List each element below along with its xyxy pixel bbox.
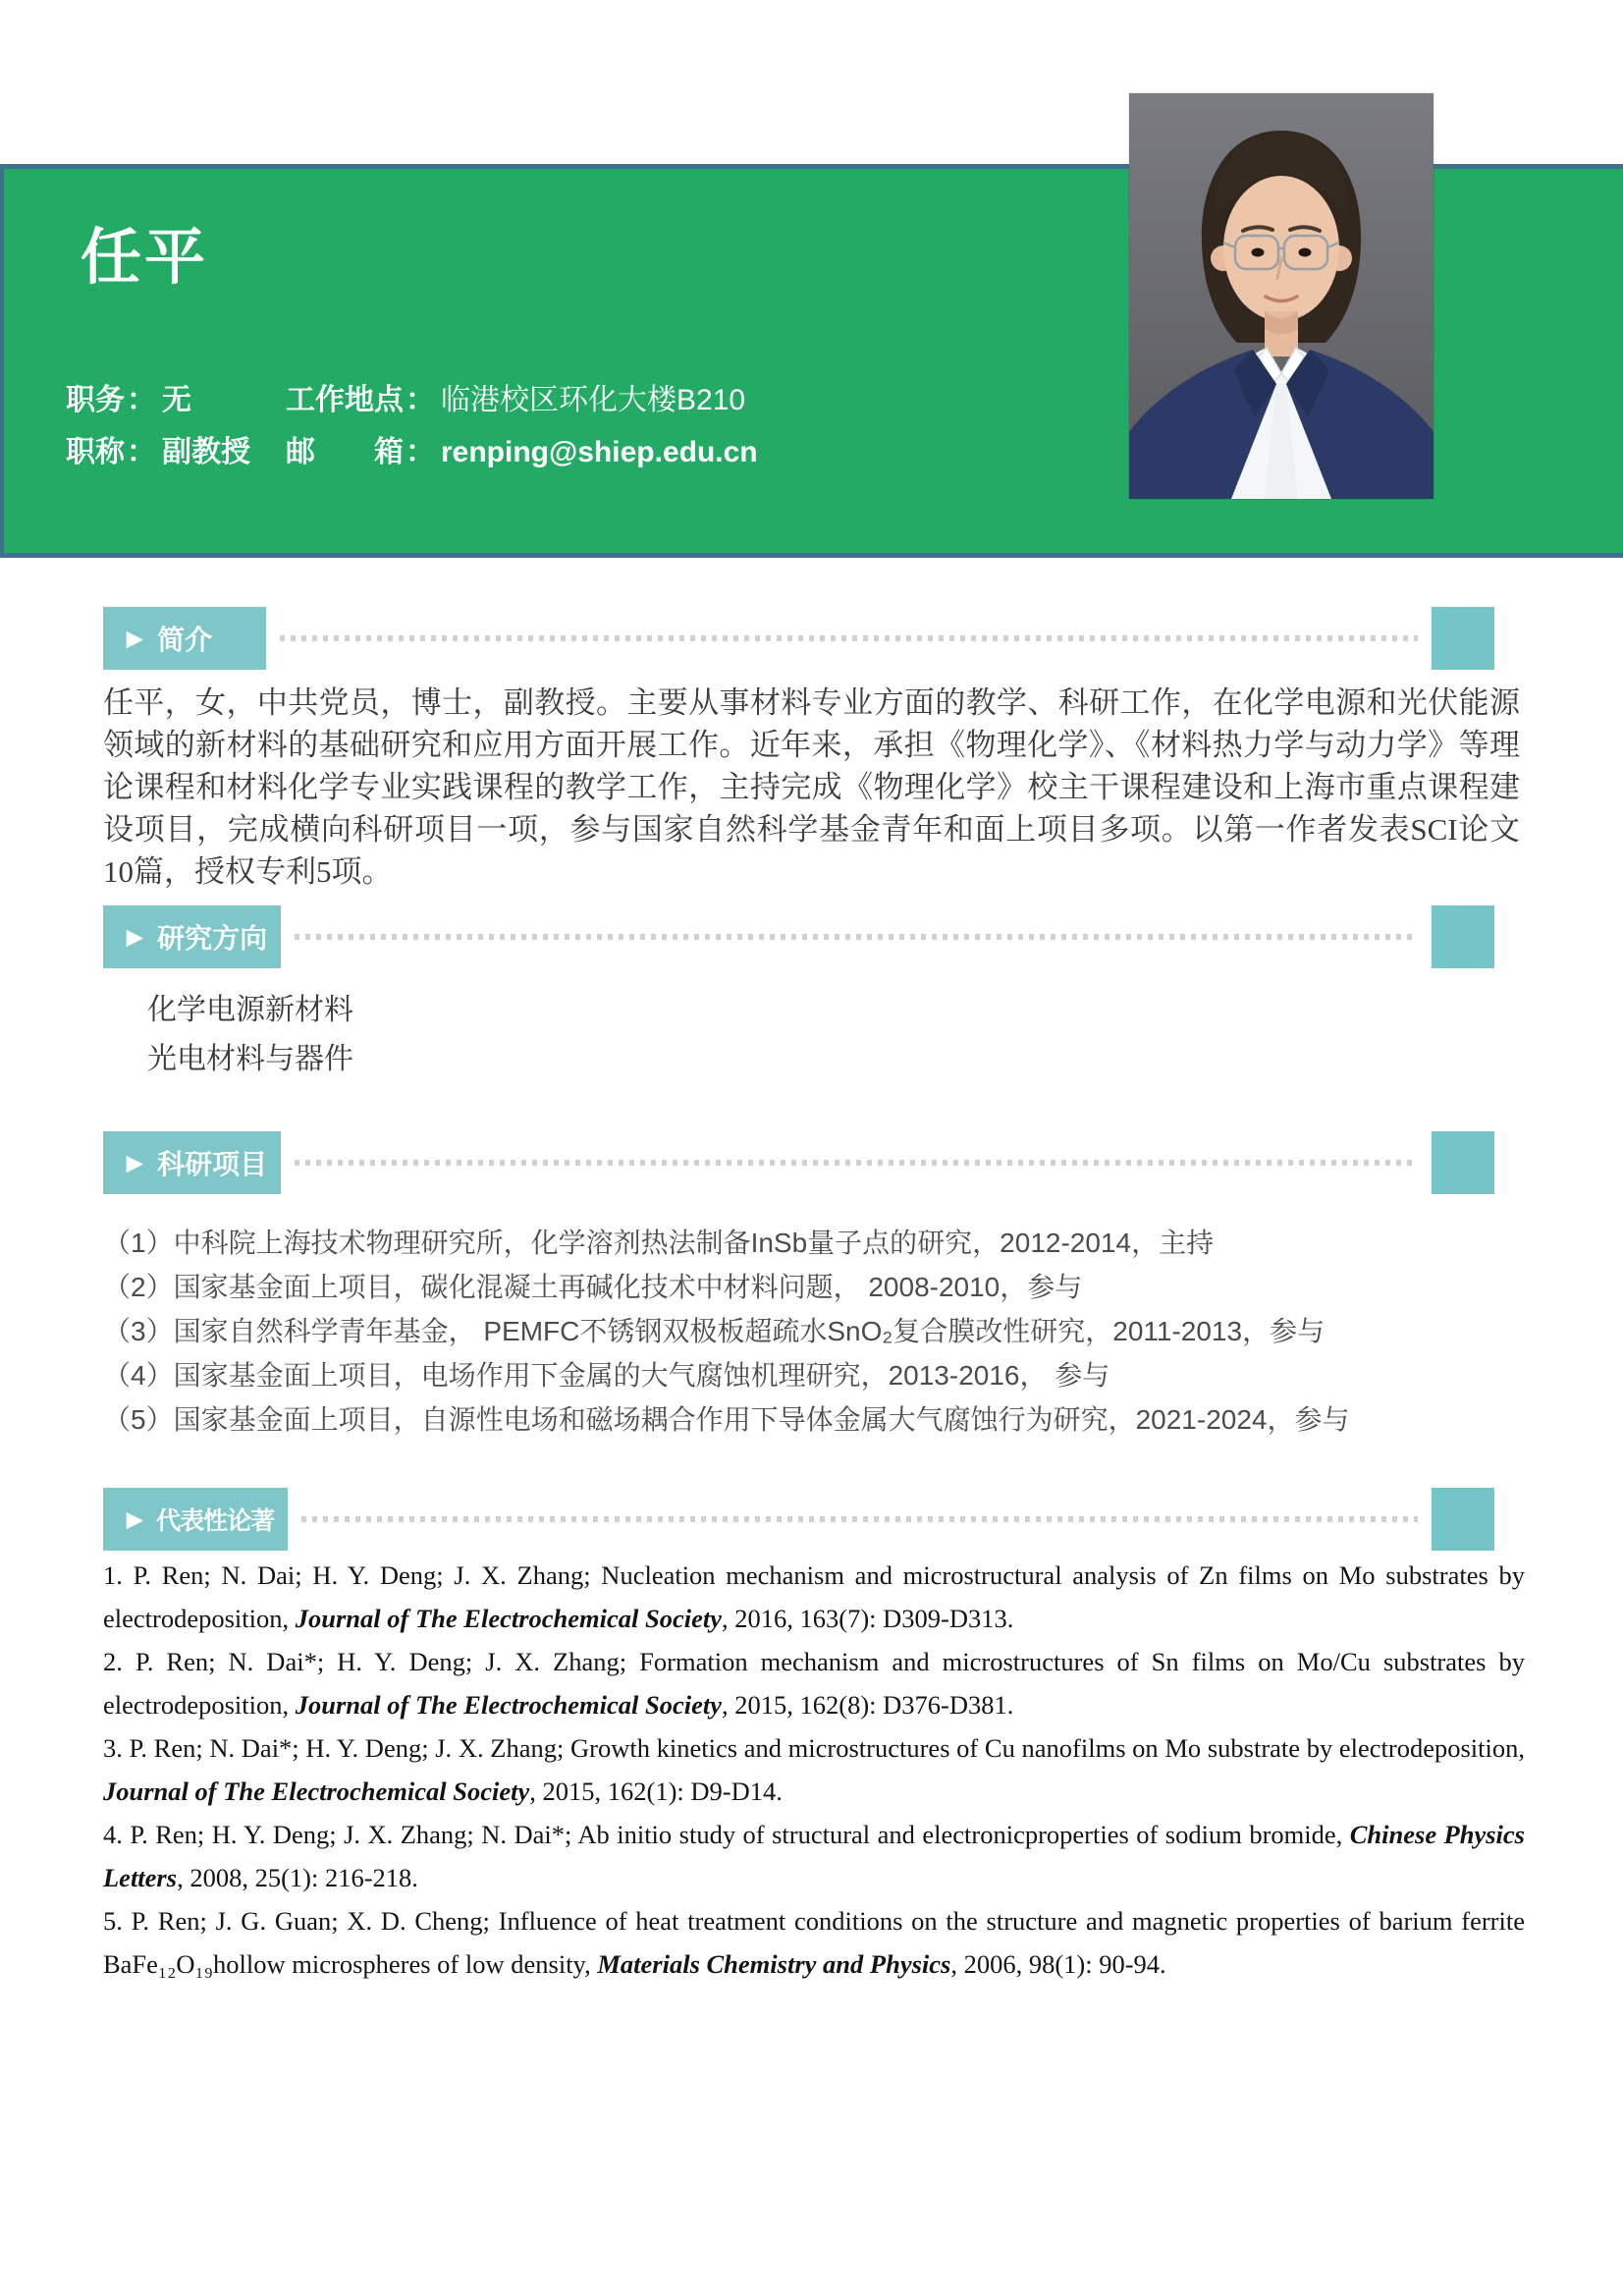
direction-item: 化学电源新材料 [147,994,353,1026]
location-label: 工作地点 [286,384,404,416]
journal-name: Journal of The Electrochemical Society [295,1690,723,1720]
project-item: （1）中科院上海技术物理研究所，化学溶剂热法制备InSb量子点的研究，2012-2014，主持 [103,1228,1215,1258]
publication-text: 5. P. Ren; J. G. Guan; X. D. Cheng; Influence of heat treatment conditions on the structure and magnetic properties of barium ferrite BaFe₁₂O₁₉hollow microspheres of low density, [103,1906,1525,1979]
journal-name: Chinese Physics Letters [103,1820,1525,1892]
project-item: （2）国家基金面上项目，碳化混凝土再碱化技术中材料问题， 2008-2010，参与 [103,1272,1083,1302]
position-row [66,383,286,418]
teal-endcap-square [1432,1131,1494,1194]
research-directions-list [147,986,353,1084]
journal-name: Materials Chemistry and Physics [597,1949,951,1979]
intro-paragraph: 任平，女，中共党员，博士，副教授。主要从事材料专业方面的教学、科研工作，在化学电源和光伏能源领域的新材料的基础研究和应用方面开展工作。近年来，承担《物理化学》、《材料热力学与动力学》等理论课程和材料化学专业实践课程的教学工作，主持完成《物理化学》校主干课程建设和上海市重点课程建设项目，完成横向科研项目一项，参与国家自然科学基金青年和面上项目多项。以第一作者发表SCI论文10篇，授权专利5项。 [103,685,1520,889]
publication-item [103,1899,1525,1986]
title-row [66,435,286,470]
portrait-illustration [1129,93,1434,499]
person-name: 任平 [81,224,209,292]
publication-item [103,1813,1525,1899]
banner-info-left-column [66,383,286,487]
location-value: 临港校区环化大楼B210 [441,384,746,416]
intro-title: 简介 [157,625,213,655]
publication-item [103,1640,1525,1726]
publication-item [103,1726,1525,1813]
project-item: （4）国家基金面上项目，电场作用下金属的大气腐蚀机理研究，2013-2016， 参与 [103,1360,1110,1391]
publication-text: 3. P. Ren; N. Dai*; H. Y. Deng; J. X. Zhang; Growth kinetics and microstructures of Cu nanofilms on Mo substrate by electrodeposition, [103,1733,1525,1763]
teal-endcap-square [1432,607,1494,670]
colon: ： [127,384,156,416]
projects-title-box [103,1131,281,1194]
section-header-publications [103,1488,1494,1551]
teal-endcap-square [1432,1488,1494,1551]
publication-text: 2. P. Ren; N. Dai*; H. Y. Deng; J. X. Zhang; Formation mechanism and microstructures of Sn films on Mo/Cu substrates by electrodeposition, [103,1647,1525,1720]
publication-text: 4. P. Ren; H. Y. Deng; J. X. Zhang; N. Dai*; Ab initio study of structural and electronicproperties of sodium bromide, [103,1820,1350,1849]
dotted-divider [301,1516,1418,1522]
dotted-divider [280,635,1418,641]
research-directions-title: 研究方向 [157,923,268,954]
section-header-projects [103,1131,1494,1194]
email-value: renping@shiep.edu.cn [441,436,758,468]
position-value: 无 [162,384,191,416]
projects-list [103,1221,1537,1442]
position-label: 职务 [66,384,125,416]
publication-text: , 2015, 162(1): D9-D14. [529,1777,783,1806]
publications-title: 代表性论著 [156,1507,275,1535]
profile-photo [1129,93,1434,499]
teal-endcap-square [1432,905,1494,968]
dotted-divider [295,934,1418,940]
title-label: 职称 [66,436,125,468]
intro-title-box [103,607,266,670]
publication-text: 1. P. Ren; N. Dai; H. Y. Deng; J. X. Zhang; Nucleation mechanism and microstructural analysis of Zn films on Mo substrates by electrodeposition, [103,1560,1525,1633]
colon: ： [406,436,435,468]
project-item: （5）国家基金面上项目，自源性电场和磁场耦合作用下导体金属大气腐蚀行为研究，2021-2024，参与 [103,1404,1350,1435]
title-value: 副教授 [162,436,250,468]
publication-text: , 2006, 98(1): 90-94. [950,1949,1166,1979]
project-item: （3）国家自然科学青年基金， PEMFC不锈钢双极板超疏水SnO₂复合膜改性研究，2011-2013，参与 [103,1316,1325,1346]
direction-item: 光电材料与器件 [147,1043,353,1075]
triangle-icon: ▶ [127,1151,143,1175]
projects-title: 科研项目 [157,1149,268,1179]
publication-text: , 2016, 163(7): D309-D313. [722,1604,1014,1633]
colon: ： [406,384,435,416]
triangle-icon: ▶ [127,925,143,949]
triangle-icon: ▶ [127,1507,142,1531]
section-header-research-directions [103,905,1494,968]
journal-name: Journal of The Electrochemical Society [295,1604,723,1633]
publication-item [103,1554,1525,1640]
publications-title-box [103,1488,288,1551]
publication-text: , 2015, 162(8): D376-D381. [722,1690,1014,1720]
section-header-intro [103,607,1494,670]
dotted-divider [295,1160,1418,1166]
publications-list [103,1554,1525,1986]
journal-name: Journal of The Electrochemical Society [103,1777,530,1806]
email-label: 邮箱 [286,436,404,468]
colon: ： [127,436,156,468]
triangle-icon: ▶ [127,627,143,650]
publication-text: , 2008, 25(1): 216-218. [177,1863,418,1892]
research-directions-title-box [103,905,281,968]
